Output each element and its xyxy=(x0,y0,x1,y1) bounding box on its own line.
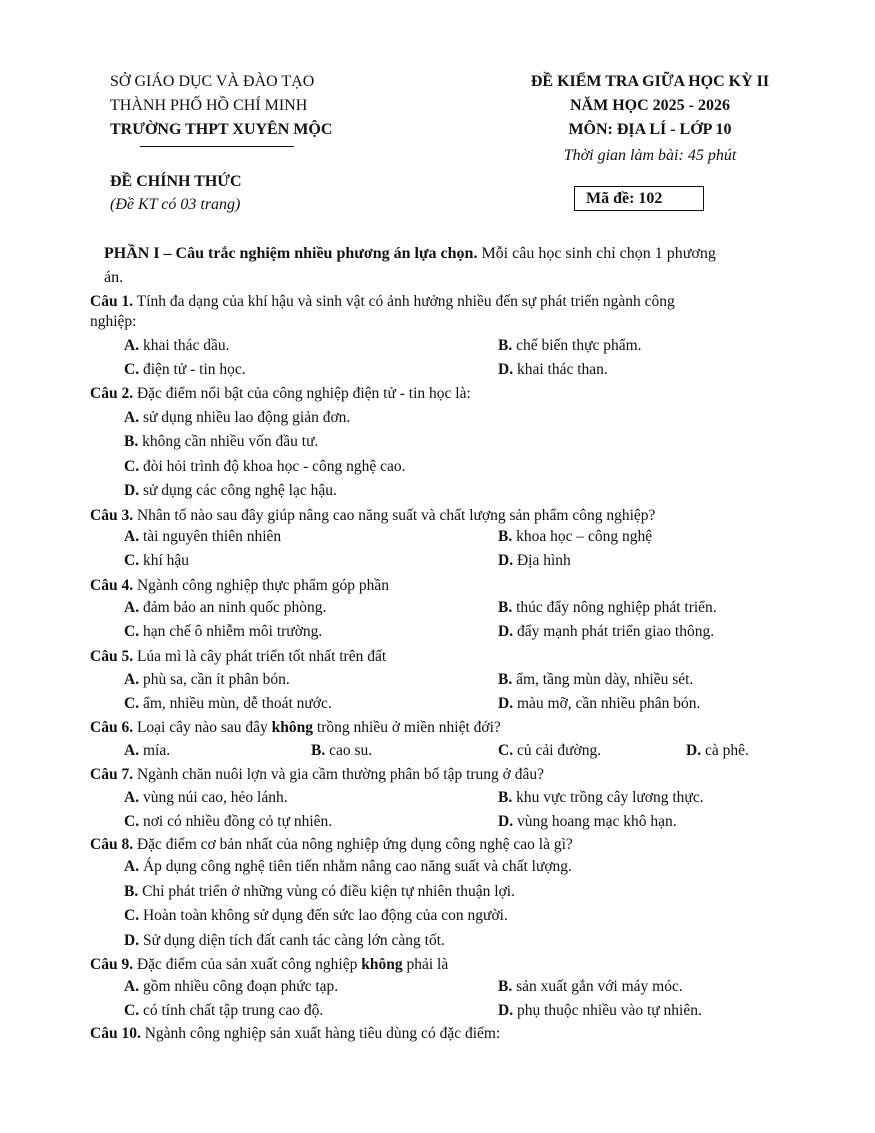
option-b[interactable] xyxy=(498,598,717,618)
option-label: C. xyxy=(498,742,514,759)
option-label: C. xyxy=(124,361,140,378)
option-text: phụ thuộc nhiều vào tự nhiên. xyxy=(513,1002,702,1019)
option-label: B. xyxy=(498,671,513,688)
question-10 xyxy=(90,1024,500,1044)
option-text: khai thác than. xyxy=(513,361,608,378)
exam-title: ĐỀ KIỂM TRA GIỮA HỌC KỲ II xyxy=(530,73,770,90)
option-label: D. xyxy=(686,742,702,759)
option-text: khai thác dầu. xyxy=(139,337,230,354)
option-text: sử dụng các công nghệ lạc hậu. xyxy=(139,482,337,499)
question-9: Câu 9. Đặc điểm của sản xuất công nghiệp không phải là xyxy=(90,956,449,973)
option-text: Chỉ phát triển ở những vùng có điều kiện tự nhiên thuận lợi. xyxy=(138,883,515,900)
option-a[interactable] xyxy=(124,857,572,877)
question-1-cont: nghiệp: xyxy=(90,313,137,330)
option-b[interactable] xyxy=(498,977,683,997)
question-label: Câu 8. xyxy=(90,836,134,853)
option-label: D. xyxy=(498,361,514,378)
option-label: D. xyxy=(498,1002,514,1019)
negation-emphasis: không xyxy=(361,956,403,973)
option-b[interactable] xyxy=(124,882,515,902)
option-a[interactable] xyxy=(124,741,170,761)
question-text: Đặc điểm nổi bật của công nghiệp điện tử - tin học là: xyxy=(133,385,471,402)
question-7 xyxy=(90,765,544,785)
option-text: phù sa, cần ít phân bón. xyxy=(139,671,290,688)
question-1 xyxy=(90,292,675,312)
option-label: B. xyxy=(498,789,513,806)
question-text: Nhân tố nào sau đây giúp nâng cao năng suất và chất lượng sản phẩm công nghiệp? xyxy=(133,507,656,524)
option-label: C. xyxy=(124,1002,140,1019)
option-label: B. xyxy=(498,978,513,995)
exam-duration: Thời gian làm bài: 45 phút xyxy=(563,147,737,164)
option-text: không cần nhiều vốn đầu tư. xyxy=(138,433,319,450)
part1-heading xyxy=(104,244,716,264)
question-text: Ngành công nghiệp sản xuất hàng tiêu dùng có đặc điểm: xyxy=(140,1025,501,1042)
option-c[interactable] xyxy=(124,1001,323,1021)
part1-instruction-cont: án. xyxy=(104,269,124,286)
question-3 xyxy=(90,506,655,526)
question-label: Câu 7. xyxy=(90,766,134,783)
option-label: B. xyxy=(124,883,139,900)
option-label: A. xyxy=(124,337,140,354)
option-text: chế biến thực phẩm. xyxy=(512,337,642,354)
option-a[interactable] xyxy=(124,408,350,428)
question-label: Câu 10. xyxy=(90,1025,141,1042)
option-label: C. xyxy=(124,695,140,712)
option-label: D. xyxy=(124,482,140,499)
option-text: điện tử - tin học. xyxy=(139,361,246,378)
option-c[interactable] xyxy=(124,457,406,477)
option-text: mía. xyxy=(139,742,171,759)
city-name: THÀNH PHỐ HỒ CHÍ MINH xyxy=(110,97,308,114)
option-label: A. xyxy=(124,742,140,759)
option-a[interactable] xyxy=(124,788,288,808)
option-d[interactable] xyxy=(498,1001,702,1021)
option-label: D. xyxy=(498,695,514,712)
option-label: D. xyxy=(124,932,140,949)
option-label: D. xyxy=(498,552,514,569)
option-text: hạn chế ô nhiễm môi trường. xyxy=(139,623,323,640)
official-label: ĐỀ CHÍNH THỨC xyxy=(110,173,242,190)
part1-instruction: Mỗi câu học sinh chỉ chọn 1 phương xyxy=(477,245,716,262)
option-d[interactable] xyxy=(498,360,608,380)
option-text: đảm bảo an ninh quốc phòng. xyxy=(139,599,327,616)
option-text: Địa hình xyxy=(513,552,571,569)
option-text: tài nguyên thiên nhiên xyxy=(139,528,282,545)
question-text: Đặc điểm cơ bản nhất của nông nghiệp ứng dụng công nghệ cao là gì? xyxy=(133,836,573,853)
option-text: vùng hoang mạc khô hạn. xyxy=(513,813,677,830)
option-label: C. xyxy=(124,813,140,830)
option-text: có tính chất tập trung cao độ. xyxy=(139,1002,324,1019)
question-label: Câu 1. xyxy=(90,293,134,310)
option-label: C. xyxy=(124,907,140,924)
option-text: nơi có nhiều đồng cỏ tự nhiên. xyxy=(139,813,333,830)
option-d[interactable] xyxy=(498,622,714,642)
option-text: sử dụng nhiều lao động giản đơn. xyxy=(139,409,351,426)
option-label: C. xyxy=(124,623,140,640)
part1-title: PHẦN I – Câu trắc nghiệm nhiều phương án lựa chọn. xyxy=(104,245,478,262)
question-4 xyxy=(90,576,389,596)
option-label: A. xyxy=(124,858,140,875)
option-c[interactable] xyxy=(124,812,332,832)
option-b[interactable] xyxy=(498,788,704,808)
option-d[interactable] xyxy=(498,551,571,571)
page-count-note: (Đề KT có 03 trang) xyxy=(110,196,241,213)
question-label: Câu 5. xyxy=(90,648,134,665)
option-label: A. xyxy=(124,599,140,616)
option-b[interactable] xyxy=(498,336,642,356)
subject-line: MÔN: ĐỊA LÍ - LỚP 10 xyxy=(568,121,732,138)
option-a[interactable] xyxy=(124,336,229,356)
option-d[interactable] xyxy=(686,741,749,761)
option-text: ẩm, nhiều mùn, dễ thoát nước. xyxy=(139,695,332,712)
school-name: TRƯỜNG THPT XUYÊN MỘC xyxy=(110,121,333,138)
option-label: A. xyxy=(124,978,140,995)
question-text: Ngành chăn nuôi lợn và gia cầm thường phân bố tập trung ở đâu? xyxy=(133,766,544,783)
option-label: C. xyxy=(124,552,140,569)
option-c[interactable] xyxy=(124,906,508,926)
option-label: A. xyxy=(124,671,140,688)
option-text: củ cải đường. xyxy=(513,742,602,759)
option-c[interactable] xyxy=(124,694,332,714)
question-label: Câu 9. xyxy=(90,956,134,973)
option-label: B. xyxy=(311,742,326,759)
option-text: màu mỡ, cần nhiều phân bón. xyxy=(513,695,701,712)
question-text: Ngành công nghiệp thực phẩm góp phần xyxy=(133,577,389,594)
negation-emphasis: không xyxy=(271,719,314,736)
option-label: A. xyxy=(124,528,140,545)
option-d[interactable] xyxy=(124,481,337,501)
question-text: Tính đa dạng của khí hậu và sinh vật có ảnh hưởng nhiều đến sự phát triển ngành công xyxy=(133,293,675,310)
option-d[interactable] xyxy=(124,931,445,951)
question-label: Câu 6. xyxy=(90,719,134,736)
option-text: cà phê. xyxy=(701,742,749,759)
option-text: Sử dụng diện tích đất canh tác càng lớn càng tốt. xyxy=(139,932,445,949)
option-c[interactable] xyxy=(124,360,246,380)
question-label: Câu 2. xyxy=(90,385,134,402)
option-b[interactable] xyxy=(124,432,318,452)
option-b[interactable] xyxy=(498,670,693,690)
option-d[interactable] xyxy=(498,694,700,714)
option-text: vùng núi cao, hẻo lánh. xyxy=(139,789,288,806)
option-text: ẩm, tầng mùn dày, nhiều sét. xyxy=(512,671,694,688)
option-text: khu vực trồng cây lương thực. xyxy=(512,789,704,806)
option-d[interactable] xyxy=(498,812,677,832)
school-year: NĂM HỌC 2025 - 2026 xyxy=(570,97,730,114)
option-label: A. xyxy=(124,789,140,806)
question-label: Câu 4. xyxy=(90,577,134,594)
option-label: B. xyxy=(498,337,513,354)
option-b[interactable] xyxy=(311,741,372,761)
option-label: D. xyxy=(498,813,514,830)
option-text: Áp dụng công nghệ tiên tiến nhằm nâng cao năng suất và chất lượng. xyxy=(139,858,572,875)
option-c[interactable] xyxy=(124,622,322,642)
question-5 xyxy=(90,647,386,667)
option-b[interactable] xyxy=(498,527,652,547)
question-2 xyxy=(90,384,471,404)
option-text: gồm nhiều công đoạn phức tạp. xyxy=(139,978,339,995)
option-c[interactable] xyxy=(498,741,601,761)
option-a[interactable] xyxy=(124,598,326,618)
option-a[interactable] xyxy=(124,527,281,547)
option-label: B. xyxy=(498,528,513,545)
option-label: C. xyxy=(124,458,140,475)
question-6: Câu 6. Loại cây nào sau đây không trồng nhiều ở miền nhiệt đới? xyxy=(90,719,501,736)
question-text: Lúa mì là cây phát triển tốt nhất trên đất xyxy=(133,648,387,665)
option-text: đẩy mạnh phát triển giao thông. xyxy=(513,623,715,640)
option-label: B. xyxy=(498,599,513,616)
option-a[interactable] xyxy=(124,977,338,997)
option-text: sản xuất gắn với máy móc. xyxy=(512,978,683,995)
option-text: Hoàn toàn không sử dụng đến sức lao động của con người. xyxy=(139,907,508,924)
option-c[interactable] xyxy=(124,551,189,571)
option-a[interactable] xyxy=(124,670,290,690)
exam-code-box xyxy=(574,186,704,211)
question-label: Câu 3. xyxy=(90,507,134,524)
option-label: A. xyxy=(124,409,140,426)
department-name: SỞ GIÁO DỤC VÀ ĐÀO TẠO xyxy=(110,73,315,90)
question-8 xyxy=(90,835,573,855)
option-label: B. xyxy=(124,433,139,450)
school-underline xyxy=(140,146,294,147)
option-text: đòi hỏi trình độ khoa học - công nghệ cao. xyxy=(139,458,406,475)
option-text: khí hậu xyxy=(139,552,190,569)
option-label: D. xyxy=(498,623,514,640)
option-text: khoa học – công nghệ xyxy=(512,528,653,545)
option-text: cao su. xyxy=(325,742,373,759)
option-text: thúc đẩy nông nghiệp phát triển. xyxy=(512,599,717,616)
exam-code: Mã đề: 102 xyxy=(586,190,663,207)
